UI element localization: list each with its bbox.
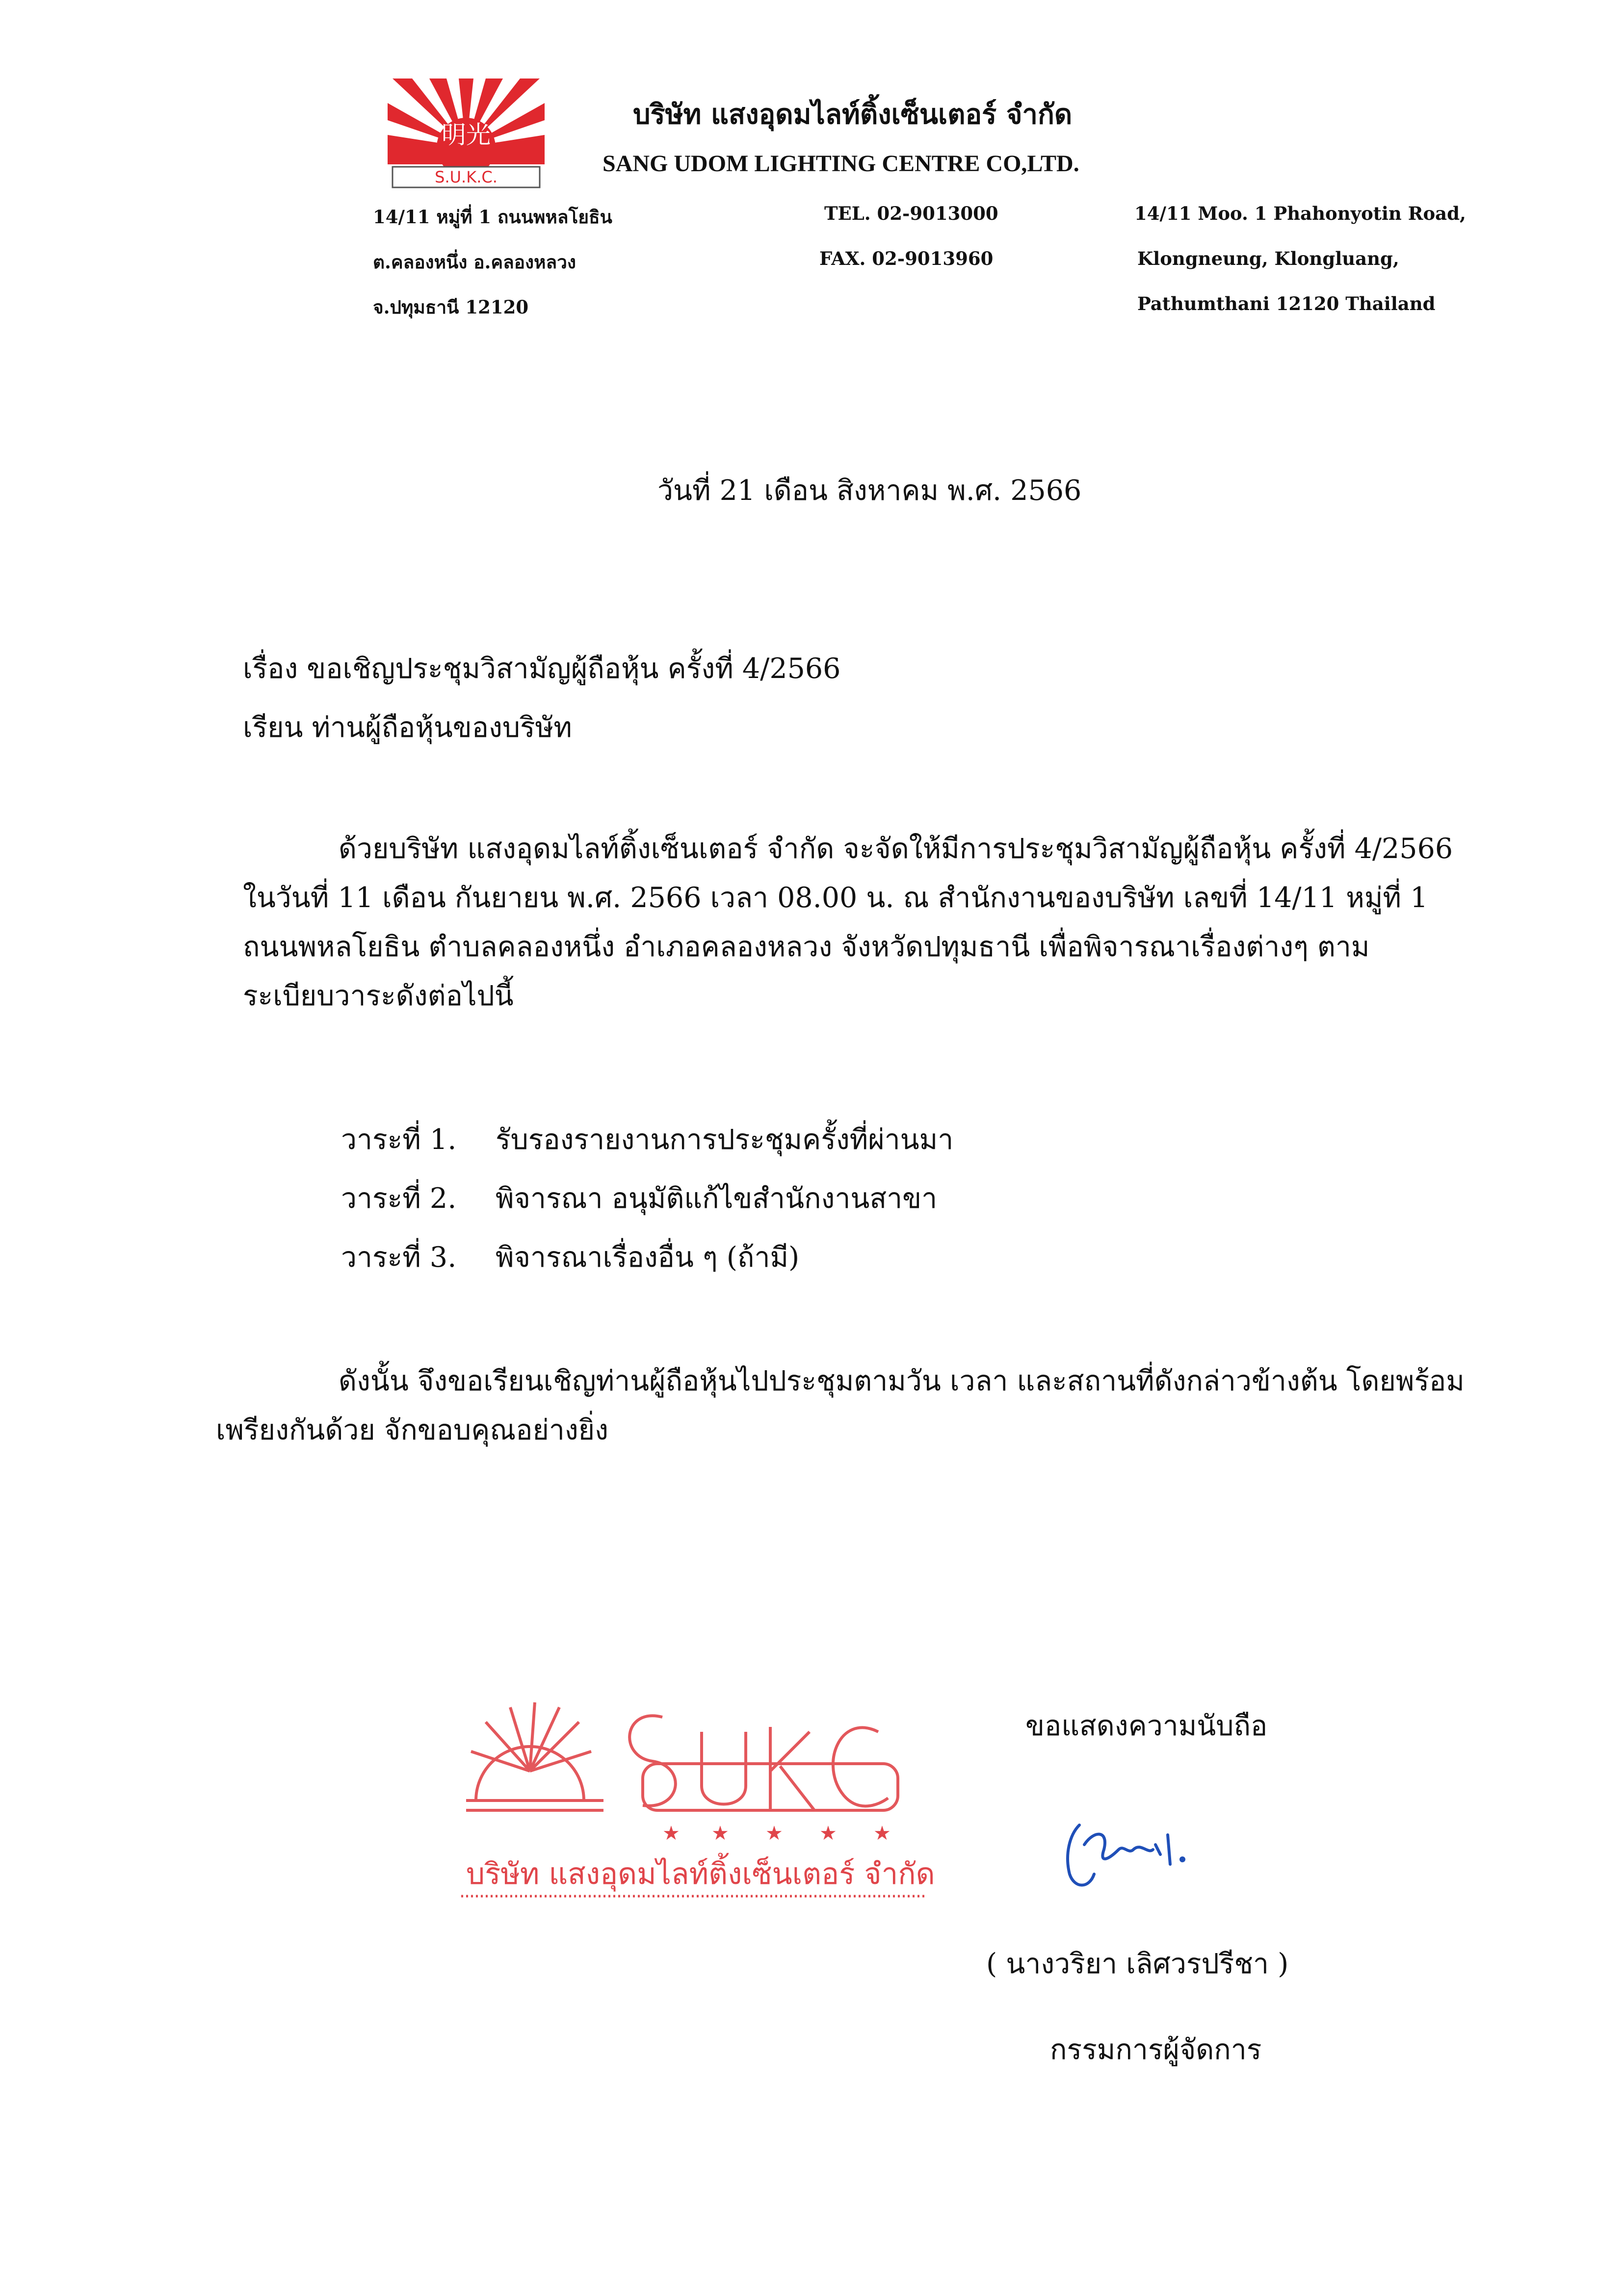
intro-line-2: ในวันที่ 11 เดือน กันยายน พ.ศ. 2566 เวลา 08.00 น. ณ สำนักงานของบริษัท เลขที่ 14/11 หมู่ที่ 1 (243, 882, 1428, 914)
letter-date: วันที่ 21 เดือน สิงหาคม พ.ศ. 2566 (657, 474, 1082, 507)
intro-line-1: ด้วยบริษัท แสงอุดมไลท์ติ้งเซ็นเตอร์ จำกัด จะจัดให้มีการประชุมวิสามัญผู้ถือหุ้น ครั้งที่ 4/2566 (339, 833, 1453, 865)
svg-text:★: ★ (662, 1822, 680, 1845)
fax: FAX. 02-9013960 (819, 248, 994, 269)
closing-paragraph (216, 1357, 1465, 1455)
signer-position: กรรมการผู้จัดการ (1050, 2034, 1262, 2066)
company-stamp (456, 1688, 947, 1904)
agenda-item-1: รับรองรายงานการประชุมครั้งที่ผ่านมา (496, 1123, 954, 1156)
address-thai-line-1: 14/11 หมู่ที่ 1 ถนนพหลโยธิน (373, 206, 612, 228)
stamp-company-name: บริษัท แสงอุดมไลท์ติ้งเซ็นเตอร์ จำกัด (466, 1857, 935, 1891)
svg-text:★: ★ (765, 1822, 783, 1845)
intro-paragraph (243, 824, 1453, 1020)
logo-glyphs: 明光 (442, 121, 491, 149)
company-name-english: SANG UDOM LIGHTING CENTRE CO,LTD. (602, 151, 1079, 177)
company-logo (383, 74, 550, 191)
letter-recipient: เรียน ท่านผู้ถือหุ้นของบริษัท (243, 711, 572, 744)
signature (1050, 1815, 1197, 1894)
svg-text:★: ★ (819, 1822, 837, 1845)
agenda-number-2: วาระที่ 2. (341, 1182, 457, 1215)
address-english-line-1: 14/11 Moo. 1 Phahonyotin Road, (1134, 203, 1466, 224)
svg-text:★: ★ (873, 1822, 891, 1845)
agenda-number-1: วาระที่ 1. (341, 1123, 457, 1156)
agenda-item-2: พิจารณา อนุมัติแก้ไขสำนักงานสาขา (496, 1182, 938, 1215)
agenda-item-3: พิจารณาเรื่องอื่น ๆ (ถ้ามี) (496, 1241, 800, 1274)
closing-line-1: ดังนั้น จึงขอเรียนเชิญท่านผู้ถือหุ้นไปประชุมตามวัน เวลา และสถานที่ดังกล่าวข้างต้น โดยพร้อม (339, 1365, 1465, 1397)
closing-line-2: เพรียงกันด้วย จักขอบคุณอย่างยิ่ง (216, 1414, 608, 1446)
svg-text:★: ★ (711, 1822, 729, 1845)
letter-subject: เรื่อง ขอเชิญประชุมวิสามัญผู้ถือหุ้น ครั้งที่ 4/2566 (243, 652, 841, 685)
company-name-thai: บริษัท แสงอุดมไลท์ติ้งเซ็นเตอร์ จำกัด (633, 98, 1073, 130)
telephone: TEL. 02-9013000 (824, 203, 998, 224)
intro-line-3: ถนนพหลโยธิน ตำบลคลองหนึ่ง อำเภอคลองหลวง จังหวัดปทุมธานี เพื่อพิจารณาเรื่องต่างๆ ตาม (243, 931, 1370, 963)
regards: ขอแสดงความนับถือ (1025, 1710, 1268, 1742)
intro-line-4: ระเบียบวาระดังต่อไปนี้ (243, 980, 514, 1012)
logo-abbrev: S.U.K.C. (435, 168, 498, 186)
address-english-line-3: Pathumthani 12120 Thailand (1137, 293, 1436, 314)
address-english-line-2: Klongneung, Klongluang, (1137, 248, 1399, 269)
agenda-number-3: วาระที่ 3. (341, 1241, 457, 1274)
address-thai-line-2: ต.คลองหนึ่ง อ.คลองหลวง (373, 251, 576, 273)
address-thai-line-3: จ.ปทุมธานี 12120 (373, 296, 529, 318)
signer-name: ( นางวริยา เลิศวรปรีชา ) (986, 1948, 1289, 1980)
